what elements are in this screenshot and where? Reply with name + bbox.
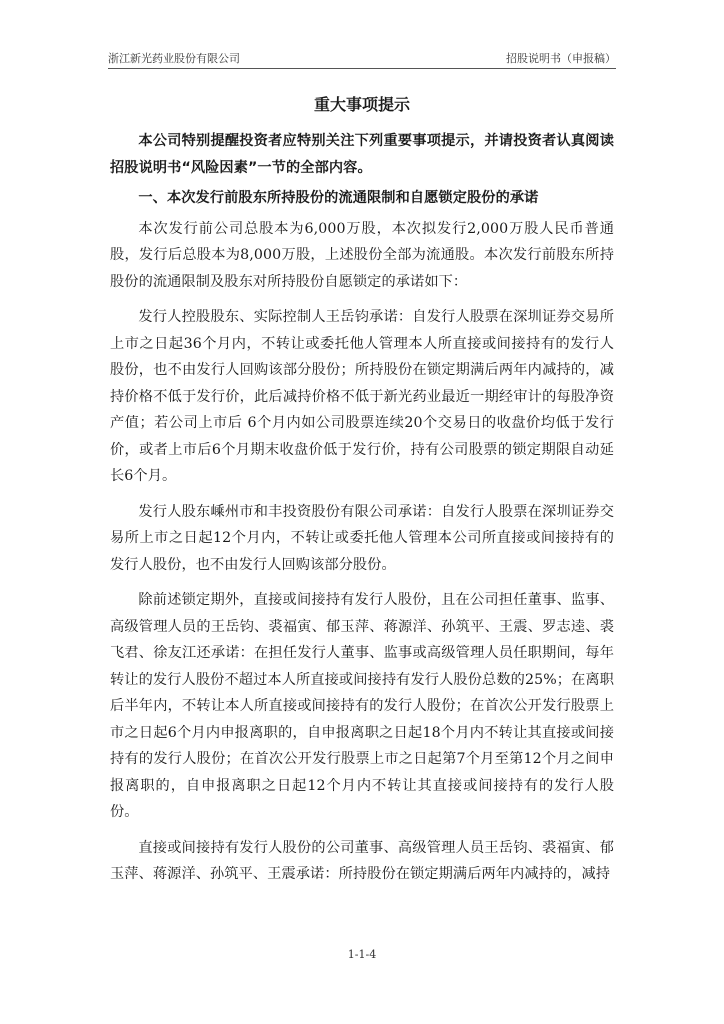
- paragraph-share-capital: 本次发行前公司总股本为6,000万股，本次拟发行2,000万股人民币普通股，发行后总股本为8,000万股，上述股份全部为流通股。本次发行前股东所持股份的流通限制及股东对所持股份自愿锁定的承诺如下：: [110, 220, 614, 290]
- paragraph-executive-commitment: 除前述锁定期外，直接或间接持有发行人股份，且在公司担任董事、监事、高级管理人员的王岳钧、裘福寅、郁玉萍、蒋源洋、孙筑平、王震、罗志逵、裘飞君、徐友江还承诺：在担任发行人董事、监事或高级管理人员任职期间，每年转让的发行人股份不超过本人所直接或间接持有发行人股份总数的25%；在离职后半年内，不转让本人所直接或间接持有的发行人股份；在首次公开发行股票上市之日起6个月内申报离职的，自申报离职之日起18个月内不转让其直接或间接持有的发行人股份；在首次公开发行股票上市之日起第7个月至第12个月之间申报离职的，自申报离职之日起12个月内不转让其直接或间接持有的发行人股份。: [110, 592, 614, 820]
- page-content: [110, 92, 614, 888]
- section-heading-1: 一、本次发行前股东所持股份的流通限制和自愿锁定股份的承诺: [138, 190, 539, 206]
- intro-notice: 本公司特别提醒投资者应特别关注下列重要事项提示，并请投资者认真阅读招股说明书“风险因素”一节的全部内容。: [110, 133, 614, 176]
- header-document-type: 招股说明书（申报稿）: [506, 52, 616, 65]
- paragraph-hefeng-commitment: 发行人股东嵊州市和丰投资股份有限公司承诺：自发行人股票在深圳证券交易所上市之日起12个月内，不转让或委托他人管理本公司所直接或间接持有的发行人股份，也不由发行人回购该部分股份。: [110, 503, 614, 573]
- page-title: 重大事项提示: [313, 95, 410, 114]
- header-company-name: 浙江新光药业股份有限公司: [108, 52, 240, 65]
- paragraph-reduction-commitment: 直接或间接持有发行人股份的公司董事、高级管理人员王岳钧、裘福寅、郁玉萍、蒋源洋、孙筑平、王震承诺：所持股份在锁定期满后两年内减持的，减持: [110, 839, 614, 882]
- paragraph-controller-commitment: 发行人控股股东、实际控制人王岳钧承诺：自发行人股票在深圳证券交易所上市之日起36个月内，不转让或委托他人管理本人所直接或间接持有的发行人股份，也不由发行人回购该部分股份；所持股份在锁定期满后两年内减持的，减持价格不低于发行价，此后减持价格不低于新光药业最近一期经审计的每股净资产值；若公司上市后 6个月内如公司股票连续20个交易日的收盘价均低于发行价，或者上市后6个月期末收盘价低于发行价，持有公司股票的锁定期限自动延长6个月。: [110, 309, 614, 484]
- page-header: [108, 50, 616, 69]
- page-number: 1-1-4: [347, 948, 377, 961]
